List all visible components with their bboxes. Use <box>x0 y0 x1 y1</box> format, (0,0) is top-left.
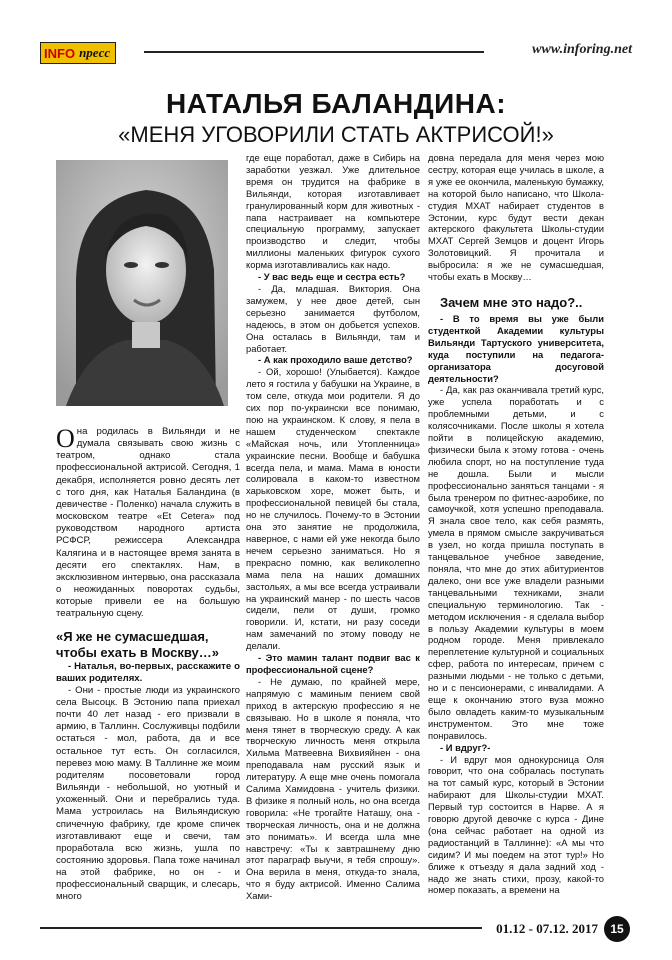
answer-paragraph: - Ой, хорошо! (Улыбается). Каждое лето я гостила у бабушки на Украине, в том селе, откуда мои родители. Я до сих пор по-украински все понимаю, пою на украинском. К слову, я пела в нашем студенческом спектакле «Майская ночь, или Утопленница» украинские песни. Вообще и бабушка всегда пела, и мама. Мама в юности солировала в каком-то известном харьковском хоре, может быть, и профессиональной певицей бы стала, но не случилось. Почему-то в Эстонии она это занятие не продолжила, наверное, с нами ей уже некогда было нечем серьезно заниматься. Но я прекрасно помню, как великолепно мама пела на наших домашних застольях, а мы все всегда устраивали на украинский манер - по шесть часов сидели, пели от души, громко говорили. И, кстати, ни разу соседи нам замечаний по этому поводу не делали. <box>246 366 420 652</box>
question-paragraph: - А как проходило ваше детство? <box>258 354 413 366</box>
answer-paragraph: - Не думаю, по крайней мере, напрямую с маминым пением свой приход в актерскую профессию я не связываю. Но в школе я поняла, что меня тянет в творческую среду. А как творческую личность меня открыла Хильма Матвеевна Вихвияйнен - она преподавала нам русский язык и литературу. А еще мне очень помогала Салима Хамидовна - учитель физики. В физике я полный ноль, но она всегда говорила: «Не трогайте Наташу, она - творческая личность, она и не должна это понимать». И всегда шла мне навстречу: «Ты к завтрашнему дню этот параграф выучи, я тебя спрошу». Она верила в меня, откуда-то знала, что я буду актрисой. Именно Салима Хами- <box>246 675 420 902</box>
portrait-image-icon <box>56 160 228 406</box>
logo-part-info: INFO <box>41 43 78 63</box>
page-footer <box>40 921 632 945</box>
question-paragraph: - У вас ведь еще и сестра есть? <box>258 271 406 283</box>
article-column-1 <box>56 426 240 904</box>
issue-date: 01.12 - 07.12. 2017 <box>496 921 598 936</box>
article-title: НАТАЛЬЯ БАЛАНДИНА: <box>165 88 507 119</box>
answer-paragraph: - И вдруг моя однокурсница Оля говорит, что она собралась поступать на тот самый курс, который в Эстонии набирают для Школы-студии МХАТ. Первый тур состоится в Нарве. А я говорю другой девочке с курса - Дине (она сейчас работает на одной из радиостанций в Таллинне): «А мы что сидим? И мы поедем на этот тур!» Но ближе к отъезду я дала задний ход - надо же знать стихи, прозу, какой-то номер показать, а времени на <box>428 753 604 896</box>
answer-paragraph: - Да, младшая. Виктория. Она замужем, у нее двое детей, сын серьезно занимается футболом, надеюсь, в этом он добьется успехов. Она осталась в Вильянди, там и работает. <box>246 282 420 354</box>
body-paragraph: довна передала для меня через мою сестру, которая еще училась в школе, а я уже ее окончила, маленькую бумажку, на которой было написано, что Школа-студия МХАТ набирает студентов в Эстонии, курс будут вести декан актерского факультета Школы-студии МХАТ Сергей Земцов и доцент Игорь Золотовицкий. Я прочитала и выбросила: я же не сумасшедшая, чтобы ехать в Москву… <box>428 152 604 283</box>
intro-paragraph <box>56 426 240 621</box>
footer-rule <box>40 927 482 929</box>
logo-part-press: npecc <box>78 43 115 63</box>
body-paragraph: где еще поработал, даже в Сибирь на заработки уезжал. Уже длительное время он трудится на фабрике в Вильянди, которая изготавливает гранулированный корм для животных - папа настраивает на компьютере специальную программу, запускает производство и следит, чтобы миллионы маленьких фигурок сухого корма изготавливались как надо. <box>246 152 420 271</box>
section-heading-2: Зачем мне это надо?.. <box>440 294 583 310</box>
site-url: www.inforing.net <box>532 42 632 57</box>
article-column-3 <box>428 152 604 896</box>
article-subtitle: «МЕНЯ УГОВОРИЛИ СТАТЬ АКТРИСОЙ!» <box>118 122 554 147</box>
intro-text: на родилась в Вильянди и не думала связывать свою жизнь с театром, однако стала профессиональной актрисой. Сегодня, 1 декабря, исполняется ровно десять лет с того дня, как Наталья Баландина (в девичестве - Поленко) начала служить в московском театре «Et Cetera» под руководством народного артиста РСФСР, режиссера Александра Калягина и в настоящее время занята в десяти его спектаклях. Нам, в эксклюзивном интервью, она рассказала о неожиданных поворотах судьбы, которые привели ее на большую театральную сцену. <box>56 426 240 620</box>
masthead <box>40 40 632 66</box>
article-column-2 <box>246 152 420 902</box>
question-paragraph: - Это мамин талант подвиг вас к профессиональной сцене? <box>246 652 420 675</box>
portrait-photo <box>56 160 228 406</box>
answer-paragraph: - Да, как раз оканчивала третий курс, уже успела поработать и с проблемными детьми, и с колясочниками. После школы я хотела пойти в полицейскую академию, физически была к этому готова - очень любила спорт, но на поступление туда не дошла. Были и мысли профессионально заняться танцами - я была тренером по фитнес-аэробике, по самоучкой, хотя успешно преподавала. Я знала свое тело, как себя размять, умела в прямом смысле закручиваться в узел, но когда пришла поступать в танцевальное учебное заведение, поняла, что мне до этих абитуриентов далеко, они все уже владели разными танцевальными техниками, знали специальную терминологию. Так - методом исключения - я сделала выбор в пользу Академии культуры в моем родном городе. Меня привлекало переплетение культурной и социальных сфер, работа по интересам, причем с разными людьми - не только с детьми, но и с пенсионерами, с инвалидами. А еще к окончанию этого вуза можно было овладеть каким-то музыкальным инструментом. Это мне тоже понравилось. <box>428 384 604 741</box>
publication-logo <box>40 42 116 64</box>
question-paragraph: - В то время вы уже были студенткой Академии культуры Вильянди Тартуского университета, куда поступили на педагога-организатора досуговой деятельности? <box>428 312 604 384</box>
answer-paragraph: - Они - простые люди из украинского села Высоцк. В Эстонию папа приехал почти 40 лет назад - его призвали в армию, в Таллинн. Сослуживцы подбили остаться - мол, работа, да и все остальное тут есть. Он согласился, перевез мою маму. В Таллинне же моим родителям посоветовали город Вильянди - небольшой, но уютный и ухоженный. Они и перебрались туда. Мама устроилась на Вильяндискую спичечную фабрику, где кроме спичек изготавливают еще и свечи, там проработала всю жизнь, ушла по состоянию здоровья. Папа тоже начинал на этой фабрике, но он - и профессиональный сварщик, и слесарь, много <box>56 684 240 903</box>
drop-cap: О <box>56 424 75 453</box>
section-heading-1: «Я же не сумасшедшая, чтобы ехать в Москву…» <box>56 628 219 660</box>
page-number: 15 <box>604 916 630 942</box>
question-paragraph: - И вдруг?- <box>440 741 491 753</box>
header-rule <box>144 51 484 53</box>
question-paragraph: - Наталья, во-первых, расскажите о ваших родителях. <box>56 660 240 684</box>
